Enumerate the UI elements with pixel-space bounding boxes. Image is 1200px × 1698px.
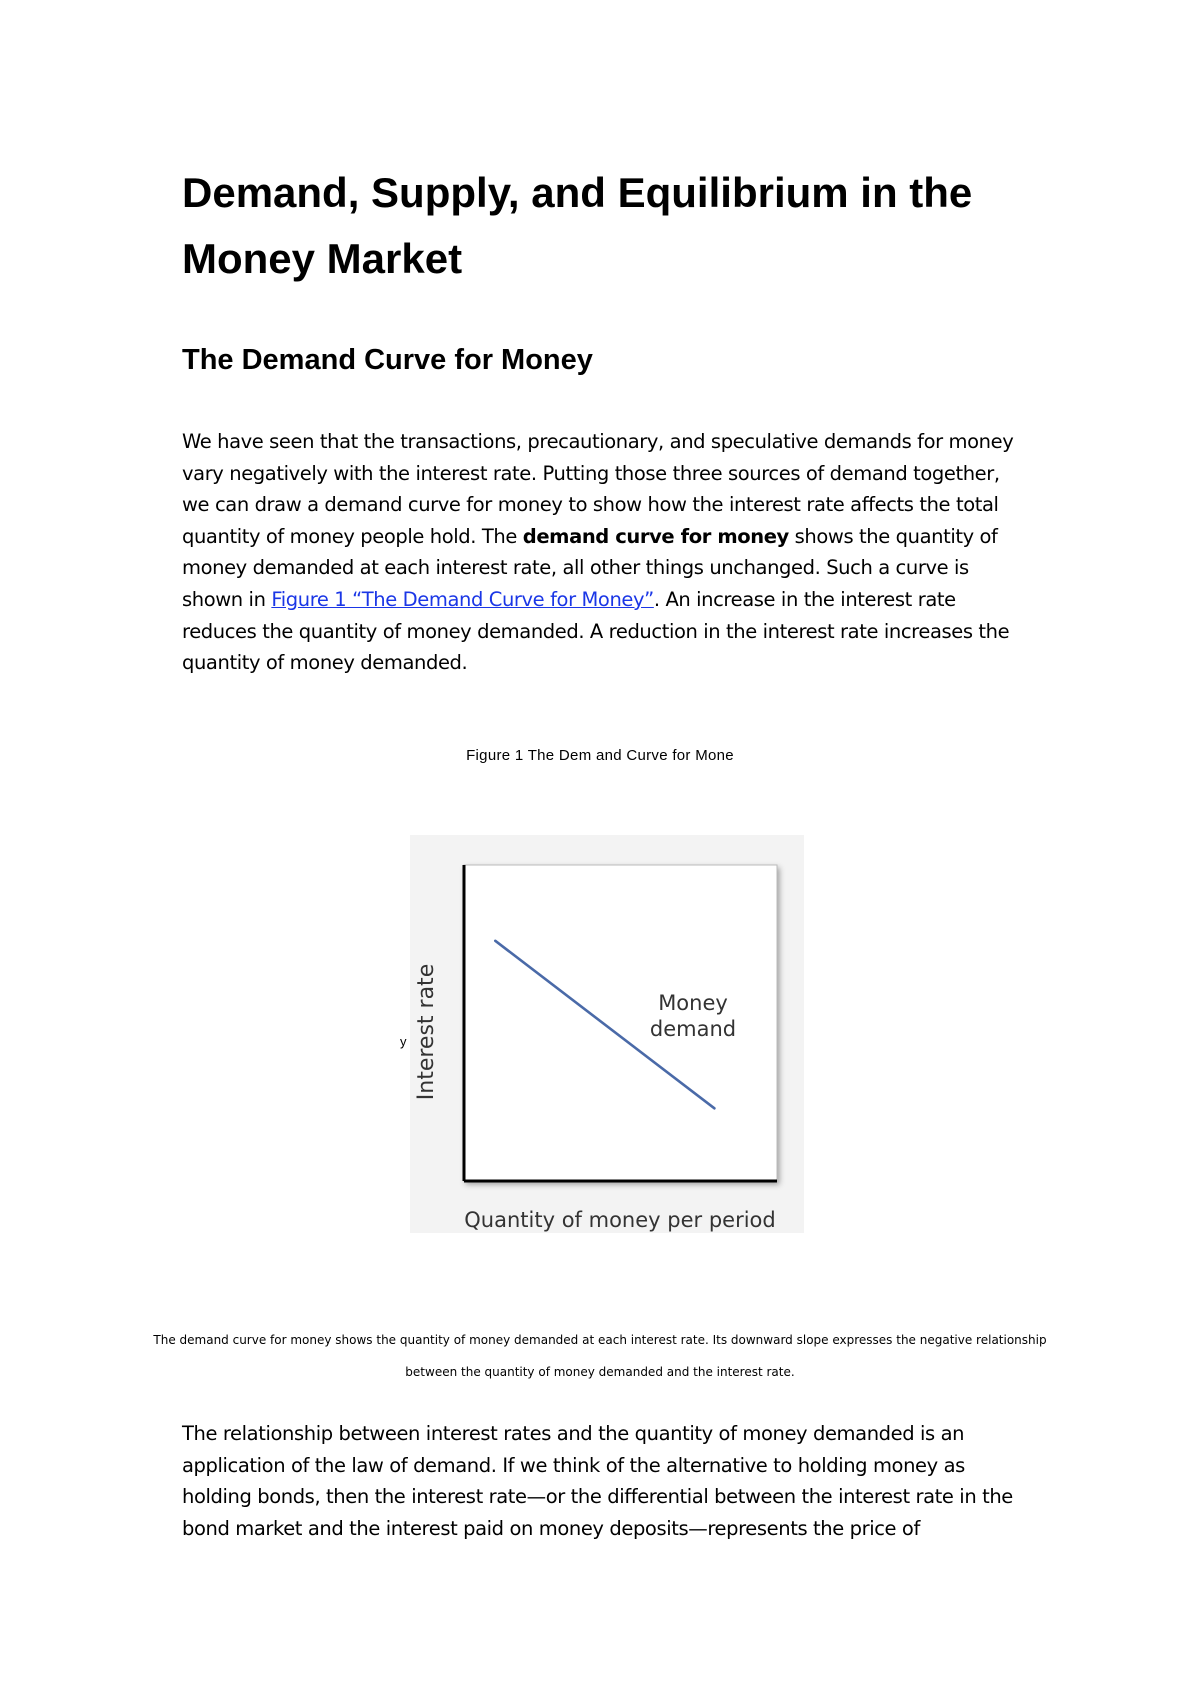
- second-paragraph: The relationship between interest rates and the quantity of money demanded is an application of the law of demand. If we think of the alternative to holding money as holding bonds, then the interest rate—or the differential between the interest rate in the bond market and the interest paid on money deposits—represents the price of: [182, 1422, 1013, 1540]
- x-axis-label: Quantity of money per period: [464, 1208, 776, 1232]
- figure-caption: The demand curve for money shows the quantity of money demanded at each interest rate. Its downward slope expresses the negative relationship between the quantity of money demanded and the interest rate.: [153, 1333, 1047, 1379]
- money-demand-chart: [400, 835, 804, 1233]
- figure-title: Figure 1 The Dem and Curve for Mone: [466, 747, 734, 764]
- paragraph-text: shows the quantity of money demanded at each interest rate, all other things unchanged. Such a curve is shown in: [182, 524, 998, 611]
- bold-term: demand curve for money: [522, 524, 789, 548]
- paragraph-text: . An increase in the interest rate reduces the quantity of money demanded. A reduction in the interest rate increases the quantity of money demanded.: [182, 587, 1010, 675]
- y-axis-label: Interest rate: [414, 963, 439, 1101]
- stray-y-label: y: [400, 1034, 407, 1049]
- intro-paragraph: [182, 426, 1032, 679]
- figure-1-link[interactable]: Figure 1 “The Demand Curve for Money”: [271, 587, 654, 611]
- document-title: Demand, Supply, and Equilibrium in the Money Market: [182, 169, 973, 282]
- section-heading: The Demand Curve for Money: [182, 344, 593, 376]
- money-demand-label-line: Money: [658, 991, 728, 1015]
- paragraph-text: We have seen that the transactions, precautionary, and speculative demands for money vary negatively with the interest rate. Putting those three sources of demand together, we can draw a demand curve for money to show how the interest rate affects the total quantity of money people hold. The: [182, 430, 1014, 548]
- money-demand-label-line: demand: [649, 1017, 737, 1041]
